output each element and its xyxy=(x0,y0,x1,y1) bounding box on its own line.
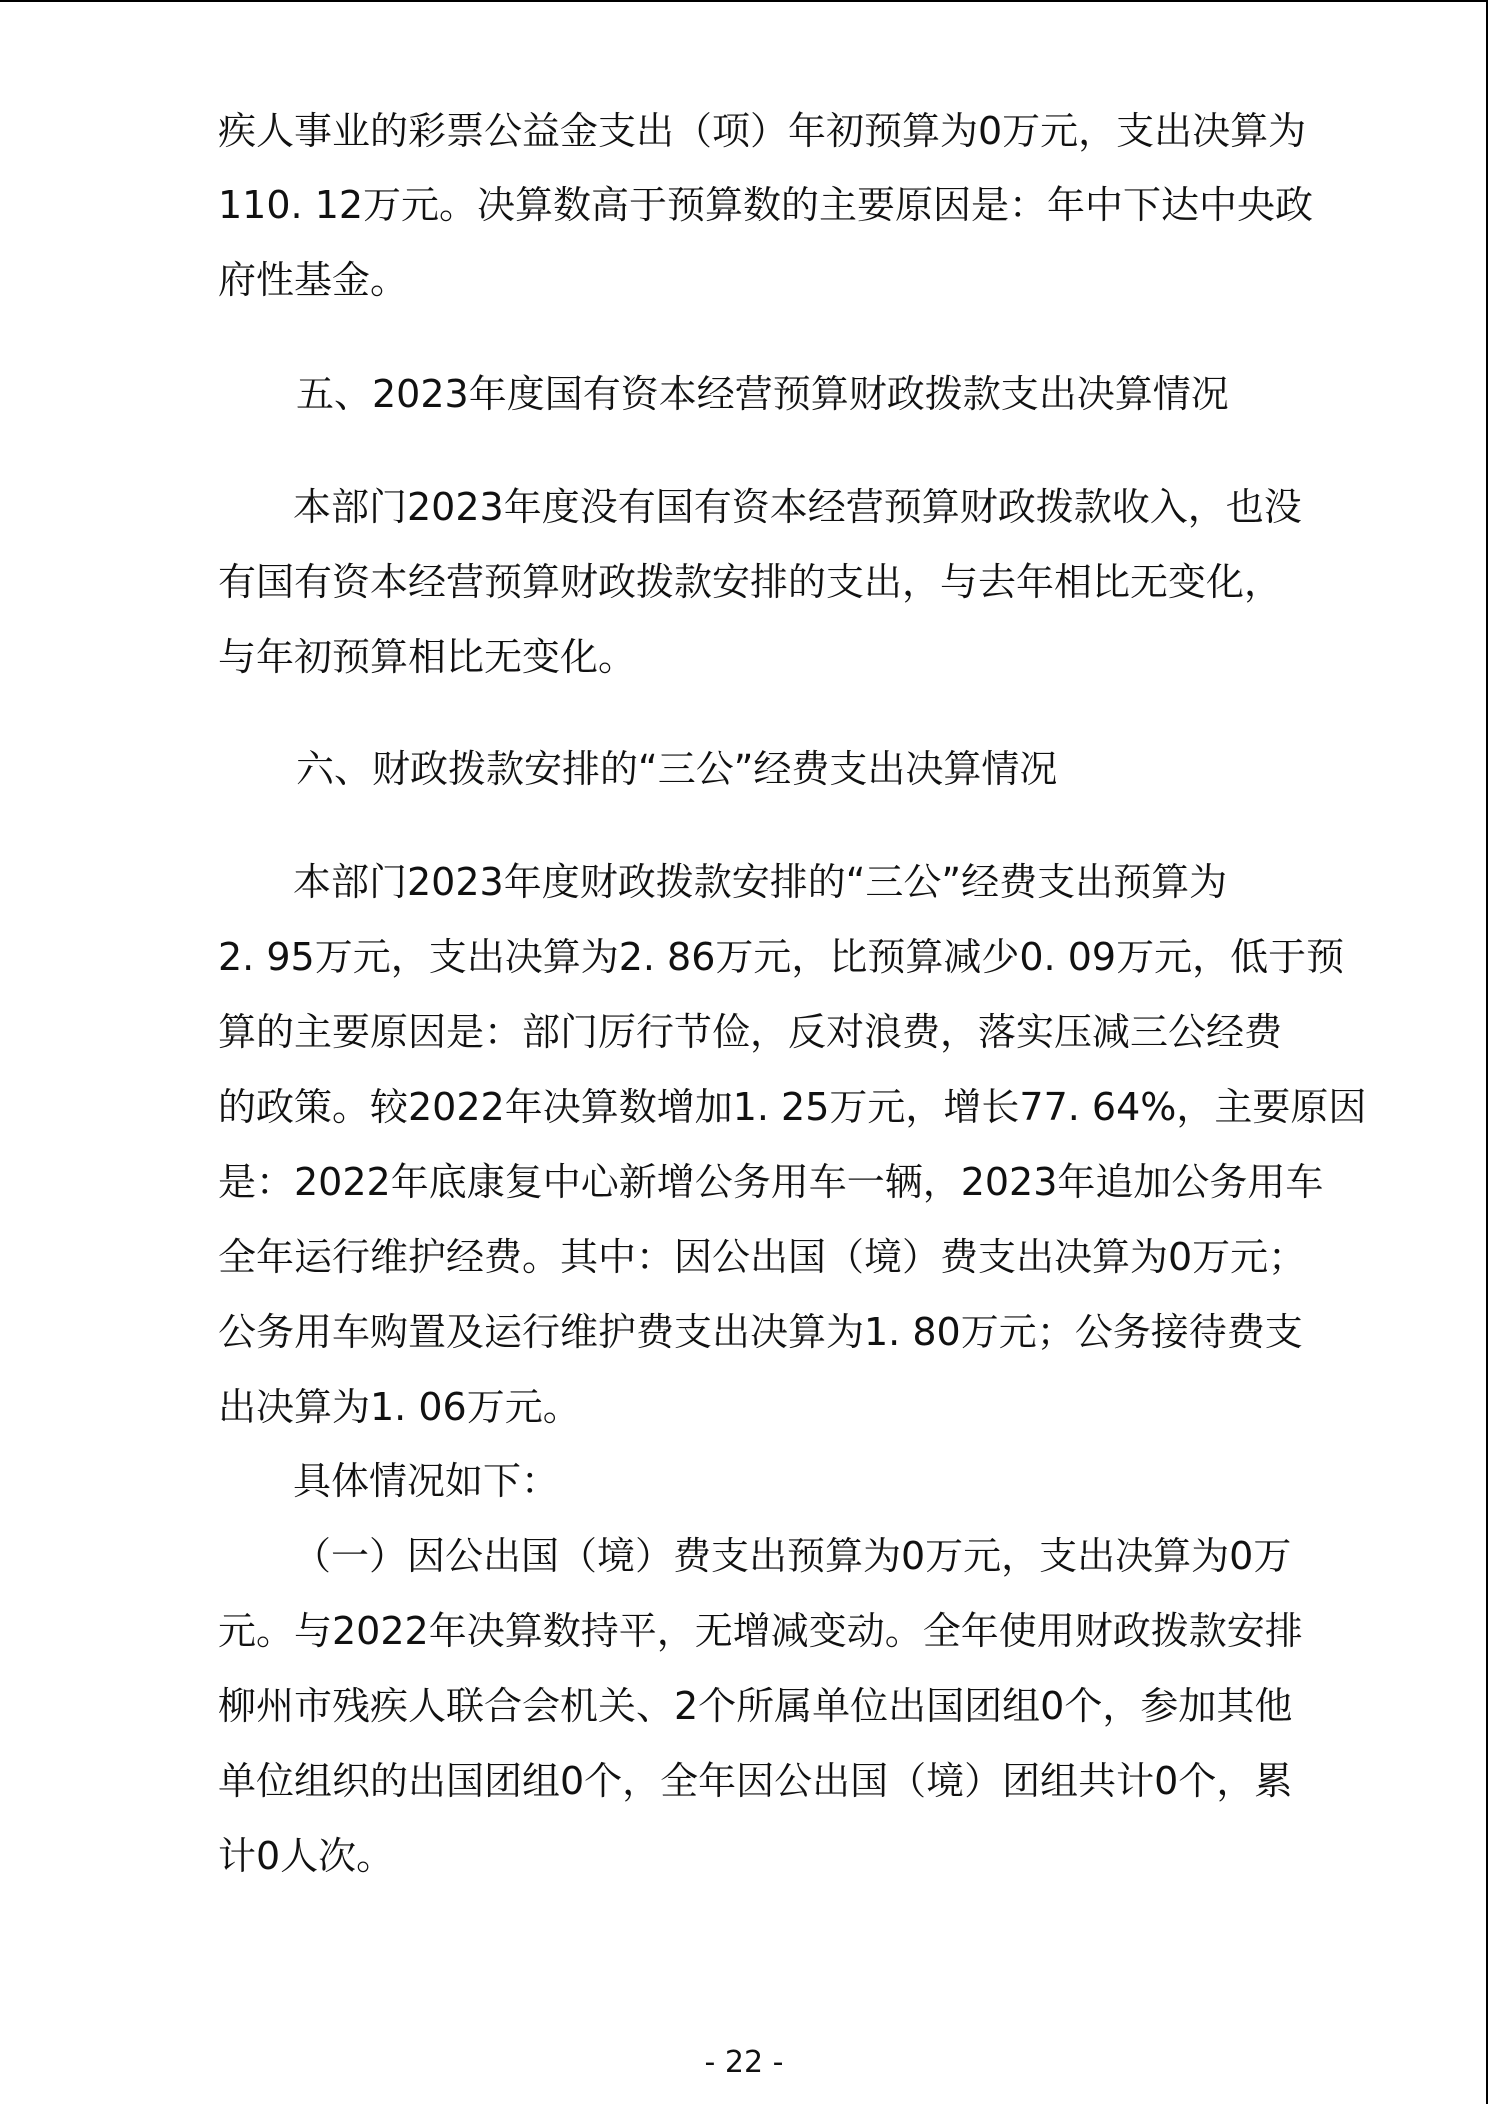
subsection1-line-1: （一）因公出国（境）费支出预算为0万元，支出决算为0万 xyxy=(293,1534,1292,1578)
intro-line-1: 疾人事业的彩票公益金支出（项）年初预算为0万元，支出决算为 xyxy=(218,109,1307,153)
subsection1-line-2: 元。与2022年决算数持平，无增减变动。全年使用财政拨款安排 xyxy=(218,1609,1303,1653)
intro-line-2: 110. 12万元。决算数高于预算数的主要原因是：年中下达中央政 xyxy=(218,183,1314,227)
section5-line-2: 有国有资本经营预算财政拨款安排的支出，与去年相比无变化， xyxy=(218,560,1283,604)
details-intro: 具体情况如下： xyxy=(293,1459,560,1503)
section6-line-7: 公务用车购置及运行维护费支出决算为1. 80万元；公务接待费支 xyxy=(218,1310,1303,1354)
intro-line-3: 府性基金。 xyxy=(218,258,409,302)
section6-line-6: 全年运行维护经费。其中：因公出国（境）费支出决算为0万元； xyxy=(218,1235,1307,1279)
subsection1-line-4: 单位组织的出国团组0个，全年因公出国（境）团组共计0个，累 xyxy=(218,1759,1293,1803)
section6-line-8: 出决算为1. 06万元。 xyxy=(218,1385,581,1429)
section6-line-2: 2. 95万元，支出决算为2. 86万元，比预算减少0. 09万元，低于预 xyxy=(218,935,1345,979)
section5-line-1: 本部门2023年度没有国有资本经营预算财政拨款收入，也没 xyxy=(293,485,1302,529)
subsection1-line-5: 计0人次。 xyxy=(218,1834,395,1878)
section6-heading: 六、财政拨款安排的“三公”经费支出决算情况 xyxy=(296,747,1058,791)
section6-line-4: 的政策。较2022年决算数增加1. 25万元，增长77. 64%，主要原因 xyxy=(218,1085,1367,1129)
section6-line-1: 本部门2023年度财政拨款安排的“三公”经费支出预算为 xyxy=(293,860,1228,904)
subsection1-line-3: 柳州市残疾人联合会机关、2个所属单位出国团组0个，参加其他 xyxy=(218,1684,1293,1728)
section5-line-3: 与年初预算相比无变化。 xyxy=(218,635,637,679)
section5-heading: 五、2023年度国有资本经营预算财政拨款支出决算情况 xyxy=(296,372,1229,416)
page-number: - 22 - xyxy=(704,2045,784,2080)
section6-line-3: 算的主要原因是：部门厉行节俭，反对浪费，落实压减三公经费 xyxy=(218,1010,1283,1054)
section6-line-5: 是：2022年底康复中心新增公务用车一辆，2023年追加公务用车 xyxy=(218,1160,1324,1204)
